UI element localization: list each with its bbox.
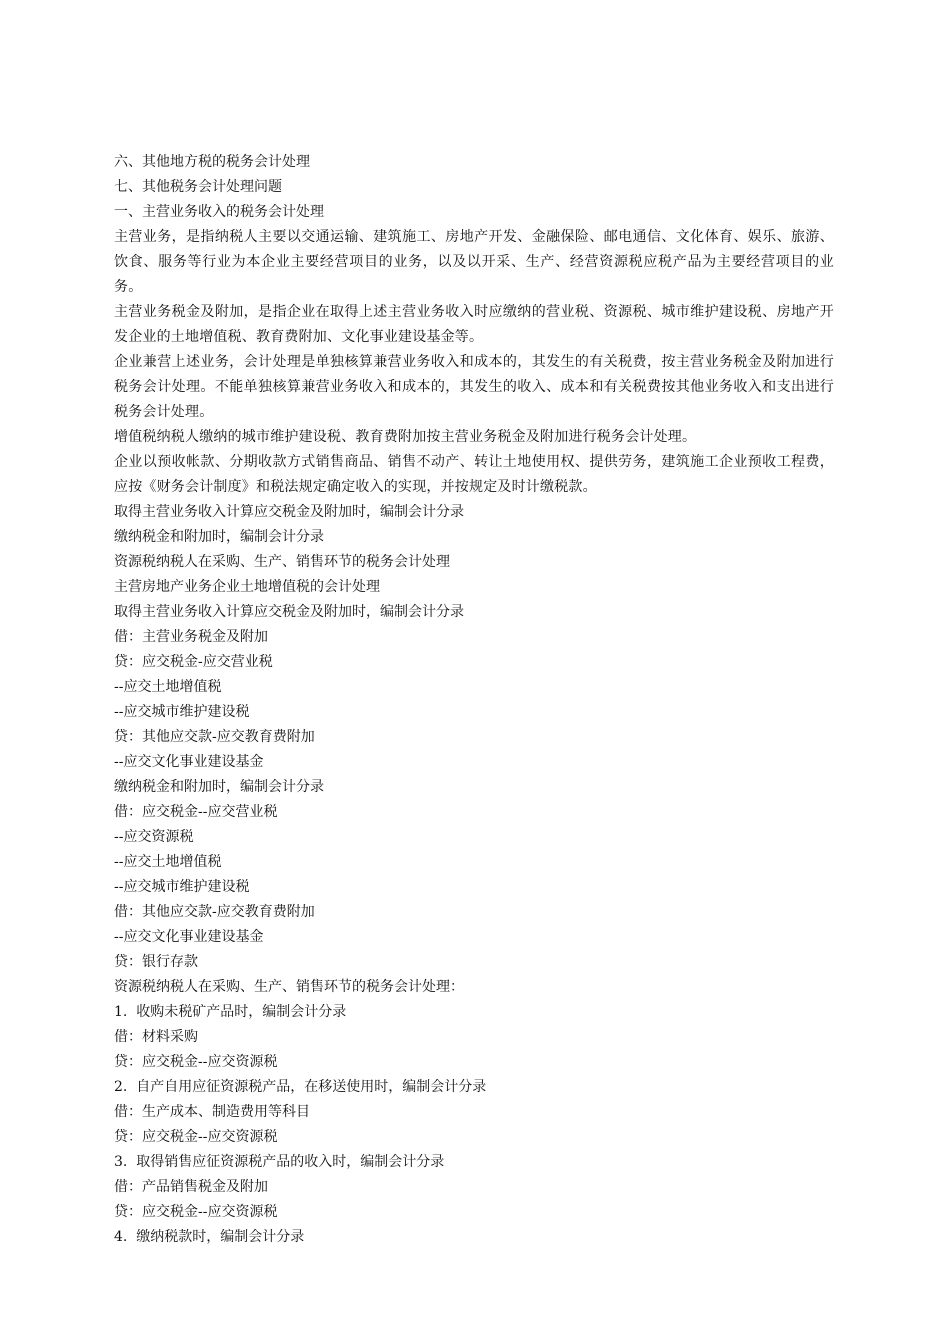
journal-entry-line: --应交资源税 <box>114 829 194 845</box>
journal-entry-line: 借：主营业务税金及附加 <box>114 629 268 645</box>
paragraph-advance-receipts: 企业以预收帐款、分期收款方式销售商品、销售不动产、转让土地使用权、提供劳务，建筑施工企业预收工程费，应按《财务会计制度》和税法规定确定收入的实现，并按规定及时计缴税款。 <box>114 454 834 495</box>
journal-entry-line: --应交土地增值税 <box>114 679 222 695</box>
heading-other-issues: 七、其他税务会计处理问题 <box>114 179 282 195</box>
journal-entry-line: 贷：应交税金--应交资源税 <box>114 1054 278 1070</box>
text-line: 缴纳税金和附加时，编制会计分录 <box>114 529 324 545</box>
heading-main-business-income: 一、主营业务收入的税务会计处理 <box>114 204 324 220</box>
journal-entry-line: --应交城市维护建设税 <box>114 704 250 720</box>
text-line: 主营房地产业务企业土地增值税的会计处理 <box>114 579 380 595</box>
paragraph-vat-payers: 增值税纳税人缴纳的城市维护建设税、教育费附加按主营业务税金及附加进行税务会计处理。 <box>114 429 697 445</box>
journal-entry-line: 借：产品销售税金及附加 <box>114 1179 268 1195</box>
journal-entry-line: 借：材料采购 <box>114 1029 198 1045</box>
numbered-item: 3. 取得销售应征资源税产品的收入时，编制会计分录 <box>114 1154 445 1170</box>
numbered-item: 1. 收购未税矿产品时，编制会计分录 <box>114 1004 347 1020</box>
paragraph-main-business-definition: 主营业务，是指纳税人主要以交通运输、建筑施工、房地产开发、金融保险、邮电通信、文化体育、娱乐、旅游、饮食、服务等行业为本企业主要经营项目的业务，以及以开采、生产、经营资源税应税产品为主要经营项目的业务。 <box>114 229 834 295</box>
numbered-item: 4. 缴纳税款时，编制会计分录 <box>114 1229 305 1245</box>
text-line: 取得主营业务收入计算应交税金及附加时，编制会计分录 <box>114 504 464 520</box>
numbered-item: 2. 自产自用应征资源税产品，在移送使用时，编制会计分录 <box>114 1079 487 1095</box>
text-line: 资源税纳税人在采购、生产、销售环节的税务会计处理： <box>114 979 464 995</box>
journal-entry-line: --应交城市维护建设税 <box>114 879 250 895</box>
text-line: 资源税纳税人在采购、生产、销售环节的税务会计处理 <box>114 554 450 570</box>
journal-entry-line: --应交文化事业建设基金 <box>114 929 264 945</box>
journal-entry-line: 借：应交税金--应交营业税 <box>114 804 278 820</box>
journal-entry-line: 贷：应交税金--应交资源税 <box>114 1204 278 1220</box>
paragraph-taxes-and-surcharges: 主营业务税金及附加，是指企业在取得上述主营业务收入时应缴纳的营业税、资源税、城市维护建设税、房地产开发企业的土地增值税、教育费附加、文化事业建设基金等。 <box>114 304 834 345</box>
journal-entry-line: 借：生产成本、制造费用等科目 <box>114 1104 310 1120</box>
text-line: 取得主营业务收入计算应交税金及附加时，编制会计分录 <box>114 604 464 620</box>
journal-entry-line: --应交文化事业建设基金 <box>114 754 264 770</box>
paragraph-concurrent-business: 企业兼营上述业务，会计处理是单独核算兼营业务收入和成本的，其发生的有关税费，按主营业务税金及附加进行税务会计处理。不能单独核算兼营业务收入和成本的，其发生的收入、成本和有关税费按其他业务收入和支出进行税务会计处理。 <box>114 354 834 420</box>
journal-entry-line: 贷：其他应交款-应交教育费附加 <box>114 729 315 745</box>
journal-entry-line: 贷：应交税金--应交资源税 <box>114 1129 278 1145</box>
journal-entry-line: --应交土地增值税 <box>114 854 222 870</box>
journal-entry-line: 贷：应交税金-应交营业税 <box>114 654 273 670</box>
journal-entry-line: 贷：银行存款 <box>114 954 198 970</box>
heading-other-local-tax: 六、其他地方税的税务会计处理 <box>114 154 310 170</box>
document-body <box>114 150 834 1250</box>
text-line: 缴纳税金和附加时，编制会计分录 <box>114 779 324 795</box>
journal-entry-line: 借：其他应交款-应交教育费附加 <box>114 904 315 920</box>
